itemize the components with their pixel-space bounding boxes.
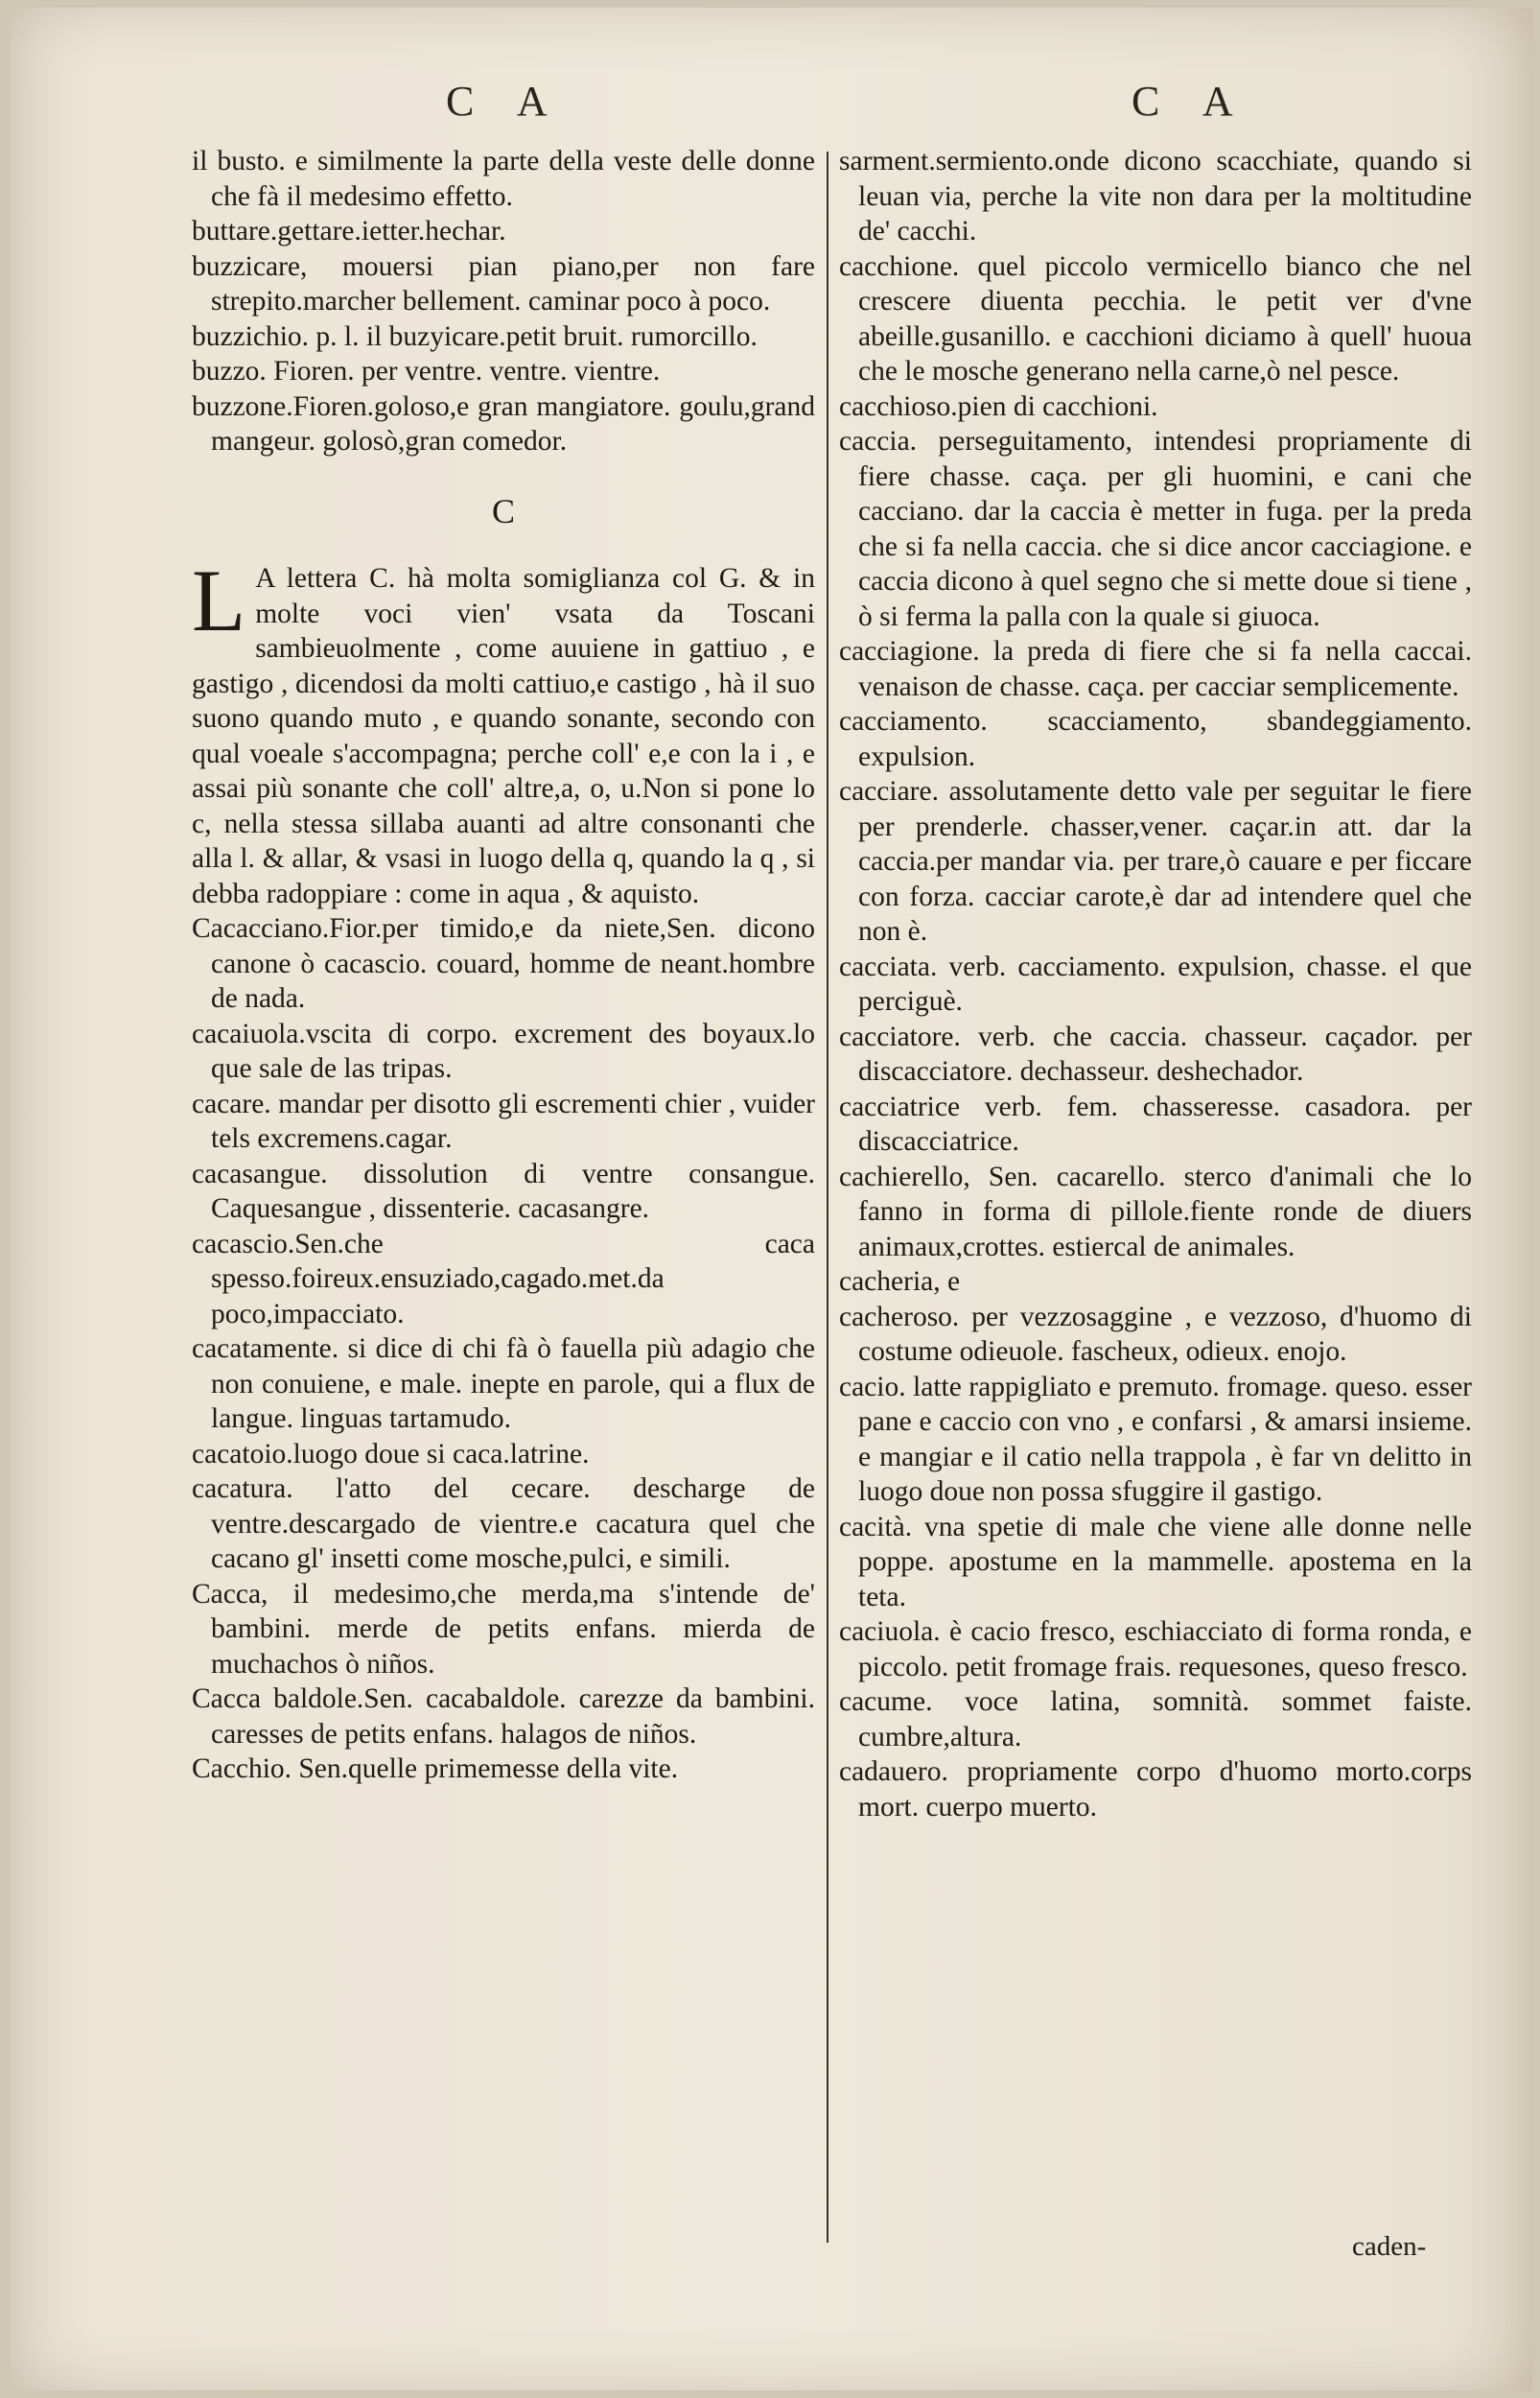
dictionary-entry: cacheroso. per vezzosaggine , e vezzoso, d'huomo di costume odieuole. fascheux, odieux. enojo. [839, 1301, 1472, 1367]
dictionary-entry: cacume. voce latina, somnità. sommet faiste. cumbre,altura. [839, 1686, 1472, 1752]
drop-cap: L [192, 552, 246, 649]
book-page [10, 8, 1532, 2390]
dictionary-entry: cacascio.Sen.che caca spesso.foireux.ensuziado,cagado.met.da poco,impacciato. [192, 1228, 815, 1329]
dictionary-entry: cacità. vna spetie di male che viene alle donne nelle poppe. apostume en la mammelle. apostema en la teta. [839, 1511, 1472, 1612]
dictionary-entry: buzzichio. p. l. il buzyicare.petit bruit. rumorcillo. [192, 320, 758, 352]
intro-paragraph [192, 552, 815, 911]
dictionary-entry: cacciamento. scacciamento, sbandeggiamento. expulsion. [839, 706, 1472, 772]
dictionary-entry: cacaiuola.vscita di corpo. excrement des boyaux.lo que sale de las tripas. [192, 1018, 815, 1084]
dictionary-entry: buzzo. Fioren. per ventre. ventre. vientre. [192, 356, 661, 387]
dictionary-entry: buttare.gettare.ietter.hechar. [192, 216, 506, 247]
running-header-left: C A [446, 78, 565, 125]
dictionary-entry: cacatoio.luogo doue si caca.latrine. [192, 1438, 590, 1469]
dictionary-entry: cacheria, e [839, 1266, 961, 1297]
dictionary-entry: cachierello, Sen. cacarello. sterco d'animali che lo fanno in forma di pillole.fiente ronde de diuers animaux,crottes. estiercal de animales. [839, 1161, 1472, 1262]
dictionary-entry: sarment.sermiento.onde dicono scacchiate, quando si leuan via, perche la vite non dara per la moltitudine de' cacchi. [839, 146, 1472, 247]
intro-text: A lettera C. hà molta somiglianza col G. & in molte voci vien' vsata da Toscani sambieuolmente , come auuiene in gattiuo , e gastigo , dicendosi da molti cattiuo,e castigo , hà il suo suono quando muto , e quando sonante, secondo con qual voeale s'accompagna; perche coll' e,e con la i , e assai più sonante che coll' altre,a, o, u.Non si pone lo c, nella stessa sillaba auanti ad altre consonanti che alla l. & allar, & vsasi in luogo della q, quando la q , si debba radoppiare : come in aqua , & aquisto. [192, 563, 815, 909]
dictionary-entry: cadauero. propriamente corpo d'huomo morto.corps mort. cuerpo muerto. [839, 1756, 1472, 1822]
dictionary-entry: caccia. perseguitamento, intendesi propriamente di fiere chasse. caça. per gli huomini, e cani che cacciano. dar la caccia è metter in fuga. per la preda che si fa nella caccia. che si dice ancor cacciagione. e caccia dicono à quel segno che si mette doue si tiene , ò si ferma la palla con la quale si giuoca. [839, 426, 1472, 632]
dictionary-entry: cacciatrice verb. fem. chasseresse. casadora. per discacciatrice. [839, 1091, 1472, 1157]
dictionary-entry: cacciagione. la preda di fiere che si fa nella caccai. venaison de chasse. caça. per cacciar semplicemente. [839, 636, 1472, 702]
catchword: caden- [1352, 2231, 1427, 2262]
dictionary-entry: Cacca baldole.Sen. cacabaldole. carezze da bambini. caresses de petits enfans. halagos de niños. [192, 1683, 815, 1750]
right-column [839, 144, 1472, 1824]
dictionary-entry: il busto. e similmente la parte della veste delle donne che fà il medesimo effetto. [192, 146, 815, 212]
dictionary-entry: buzzicare, mouersi pian piano,per non fare strepito.marcher bellement. caminar poco à poco. [192, 250, 815, 317]
dictionary-entry: cacasangue. dissolution di ventre consangue. Caquesangue , dissenterie. cacasangre. [192, 1158, 815, 1224]
dictionary-entry: Cacca, il medesimo,che merda,ma s'intende de' bambini. merde de petits enfans. mierda de muchachos ò niños. [192, 1578, 815, 1680]
section-letter: C [491, 491, 515, 530]
dictionary-entry: cacare. mandar per disotto gli escrementi chier , vuider tels excremens.cagar. [192, 1088, 815, 1154]
dictionary-entry: cacatura. l'atto del cecare. descharge de ventre.descargado de vientre.e cacatura quel che cacano gl' insetti come mosche,pulci, e simili. [192, 1473, 815, 1574]
dictionary-entry: Cacchio. Sen.quelle primemesse della vite. [192, 1753, 679, 1784]
dictionary-entry: cacchioso.pien di cacchioni. [839, 390, 1158, 422]
dictionary-entry: cacciata. verb. cacciamento. expulsion, chasse. el que perciguè. [839, 951, 1472, 1017]
dictionary-entry: cacchione. quel piccolo vermicello bianco che nel crescere diuenta pecchia. le petit ver d'vne abeille.gusanillo. e cacchioni diciamo à quell' huoua che le mosche generano nella carne,ò nel pesce. [839, 250, 1472, 387]
dictionary-entry: cacciare. assolutamente detto vale per seguitar le fiere per prenderle. chasser,vener. caçar.in att. dar la caccia.per mandar via. per trare,ò cauare e per ficcare con forza. cacciar carote,è dar ad intendere quel che non è. [839, 776, 1472, 947]
dictionary-entry: Cacacciano.Fior.per timido,e da niete,Sen. dicono canone ò cacascio. couard, homme de neant.hombre de nada. [192, 913, 815, 1014]
running-header-right: C A [1132, 78, 1250, 125]
dictionary-entry: cacciatore. verb. che caccia. chasseur. caçador. per discacciatore. dechasseur. deshechador. [839, 1021, 1472, 1087]
dictionary-entry: cacatamente. si dice di chi fà ò fauella più adagio che non conuiene, e male. inepte en parole, qui a flux de langue. linguas tartamudo. [192, 1333, 815, 1434]
column-divider [827, 152, 828, 2243]
dictionary-entry: cacio. latte rappigliato e premuto. fromage. queso. esser pane e caccio con vno , e confarsi , & amarsi insieme. e mangiar e il catio nella trappola , è far vn delitto in luogo doue non possa sfuggire il gastigo. [839, 1371, 1472, 1507]
dictionary-entry: caciuola. è cacio fresco, eschiacciato di forma ronda, e piccolo. petit fromage frais. requesones, queso fresco. [839, 1616, 1472, 1682]
left-column [192, 144, 815, 1787]
dictionary-entry: buzzone.Fioren.goloso,e gran mangiatore. goulu,grand mangeur. golosò,gran comedor. [192, 390, 815, 457]
